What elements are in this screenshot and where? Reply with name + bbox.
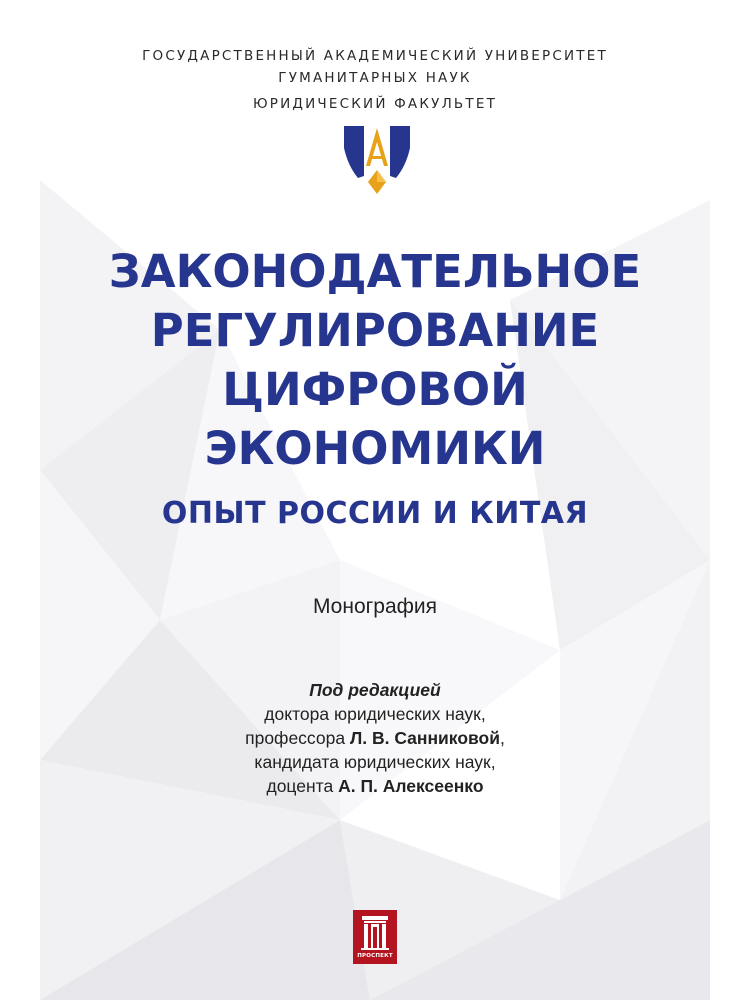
- book-cover: [40, 0, 710, 1000]
- editor-separator: ,: [500, 728, 505, 748]
- editor-title-1: профессора: [245, 728, 350, 748]
- university-name-line1: ГОСУДАРСТВЕННЫЙ АКАДЕМИЧЕСКИЙ УНИВЕРСИТЕТ: [142, 48, 608, 64]
- editor-name-2: А. П. Алексеенко: [338, 776, 484, 796]
- book-subtitle: ОПЫТ РОССИИ И КИТАЯ: [161, 496, 589, 531]
- editor-line-1: [40, 726, 710, 750]
- editor-title-2: доцента: [266, 776, 339, 796]
- editors-heading: Под редакцией: [309, 680, 441, 700]
- editor-line-2: [40, 774, 710, 798]
- faculty-name: ЮРИДИЧЕСКИЙ ФАКУЛЬТЕТ: [252, 96, 498, 112]
- book-title-line4: ЭКОНОМИКИ: [204, 422, 546, 475]
- university-name-line2: ГУМАНИТАРНЫХ НАУК: [278, 70, 472, 86]
- book-title-line2: РЕГУЛИРОВАНИЕ: [150, 304, 600, 357]
- publisher-name: ПРОСПЕКТ: [357, 953, 393, 959]
- book-title-line3: ЦИФРОВОЙ: [222, 363, 528, 416]
- publisher-logo-icon: [353, 910, 397, 964]
- book-title-line1: ЗАКОНОДАТЕЛЬНОЕ: [108, 245, 642, 298]
- editor-degree-1: доктора юридических наук,: [264, 704, 486, 724]
- editor-name-1: Л. В. Санниковой: [349, 728, 500, 748]
- editor-degree-2: кандидата юридических наук,: [254, 752, 496, 772]
- university-emblem-icon: [344, 126, 410, 196]
- book-genre: Монография: [312, 595, 438, 618]
